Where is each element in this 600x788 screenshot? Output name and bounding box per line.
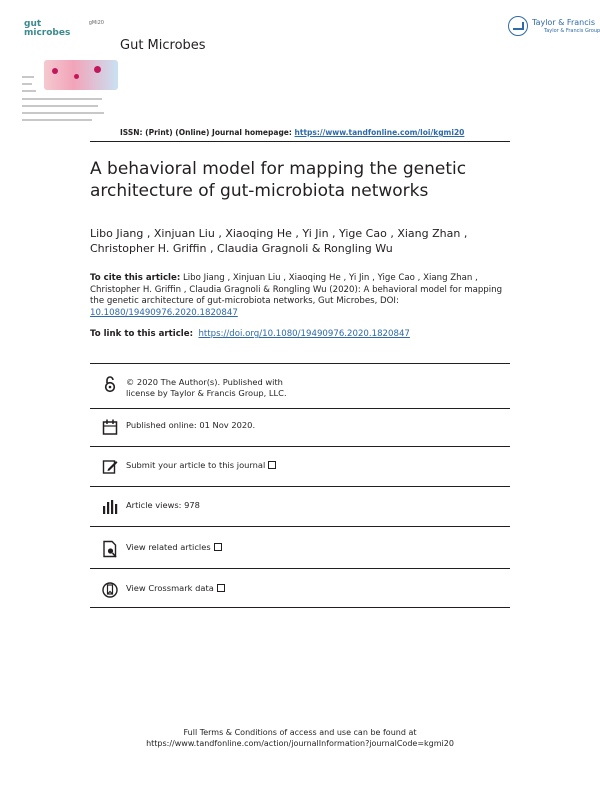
external-link-icon xyxy=(217,584,225,592)
info-divider-3 xyxy=(90,486,510,487)
info-divider-2 xyxy=(90,446,510,447)
publisher-name: Taylor & Francis xyxy=(532,18,595,27)
related-articles-link[interactable] xyxy=(126,542,222,553)
edit-icon xyxy=(102,458,118,476)
cover-logo xyxy=(24,20,70,38)
footer-line1: Full Terms & Conditions of access and use can be found at xyxy=(183,728,417,737)
info-divider-4 xyxy=(90,526,510,527)
cover-text-lines xyxy=(22,76,108,126)
info-divider-5 xyxy=(90,568,510,569)
crossmark-row[interactable] xyxy=(90,581,510,621)
info-divider-0 xyxy=(90,363,510,364)
license-line2: license by Taylor & Francis Group, LLC. xyxy=(126,388,287,398)
article-doi-url[interactable]: https://doi.org/10.1080/19490976.2020.1820847 xyxy=(198,329,410,339)
citation-block xyxy=(90,273,510,319)
citation-doi-link[interactable]: 10.1080/19490976.2020.1820847 xyxy=(90,307,238,318)
cover-logo-line2: microbes xyxy=(24,28,71,38)
taylor-francis-logo xyxy=(508,14,600,40)
publisher-group: Taylor & Francis Group xyxy=(544,28,600,34)
article-authors: Libo Jiang , Xinjuan Liu , Xiaoqing He , Yi Jin , Yige Cao , Xiang Zhan , Christopher H. Griffin , Claudia Gragnoli & Rongling Wu xyxy=(90,227,468,255)
journal-homepage-link[interactable]: https://www.tandfonline.com/loi/kgmi20 xyxy=(294,128,465,137)
issn-prefix: ISSN: (Print) (Online) Journal homepage: xyxy=(120,128,295,137)
license-row xyxy=(90,375,510,415)
journal-cover-thumbnail xyxy=(18,18,108,136)
footer-terms xyxy=(0,727,600,749)
article-title: A behavioral model for mapping the genetic architecture of gut-microbiota networks xyxy=(90,159,467,201)
publisher-logo-icon xyxy=(508,16,528,36)
related-row[interactable] xyxy=(90,540,510,580)
submit-article-link[interactable] xyxy=(126,460,276,471)
citation-label: To cite this article: xyxy=(90,273,181,283)
footer-terms-url[interactable]: https://www.tandfonline.com/action/journalInformation?journalCode=kgmi20 xyxy=(146,739,454,748)
license-text xyxy=(126,377,287,399)
issn-line xyxy=(120,128,464,137)
citation-text: Libo Jiang , Xinjuan Liu , Xiaoqing He , Yi Jin , Yige Cao , Xiang Zhan , Christopher H. Griffin , Claudia Gragnoli & Rongling Wu (2020): A behavioral model for mapping the genetic architecture of gut-microbiota networks, Gut Microbes, DOI: xyxy=(90,273,503,306)
info-divider-6 xyxy=(90,607,510,608)
external-link-icon xyxy=(268,461,276,469)
submit-row[interactable] xyxy=(90,458,510,498)
external-link-icon xyxy=(214,543,222,551)
cover-logo-line1: gut xyxy=(24,19,42,29)
document-search-icon xyxy=(102,540,118,558)
crossmark-label: View Crossmark data xyxy=(126,583,214,593)
header-divider xyxy=(90,141,510,142)
bar-chart-icon xyxy=(102,498,118,516)
article-link-block xyxy=(90,329,510,339)
article-views: Article views: 978 xyxy=(126,500,200,510)
info-divider-1 xyxy=(90,408,510,409)
crossmark-link[interactable] xyxy=(126,583,225,594)
submit-article-label: Submit your article to this journal xyxy=(126,460,266,470)
published-date: Published online: 01 Nov 2020. xyxy=(126,420,256,430)
license-line1: © 2020 The Author(s). Published with xyxy=(126,377,283,387)
views-row xyxy=(90,498,510,538)
open-access-icon xyxy=(102,375,118,393)
published-row xyxy=(90,418,510,458)
article-link-label: To link to this article: xyxy=(90,329,194,339)
cover-tag: gMi20 xyxy=(88,20,104,26)
crossmark-icon xyxy=(102,581,118,599)
related-articles-label: View related articles xyxy=(126,542,211,552)
journal-name: Gut Microbes xyxy=(120,38,206,53)
calendar-icon xyxy=(102,418,118,436)
